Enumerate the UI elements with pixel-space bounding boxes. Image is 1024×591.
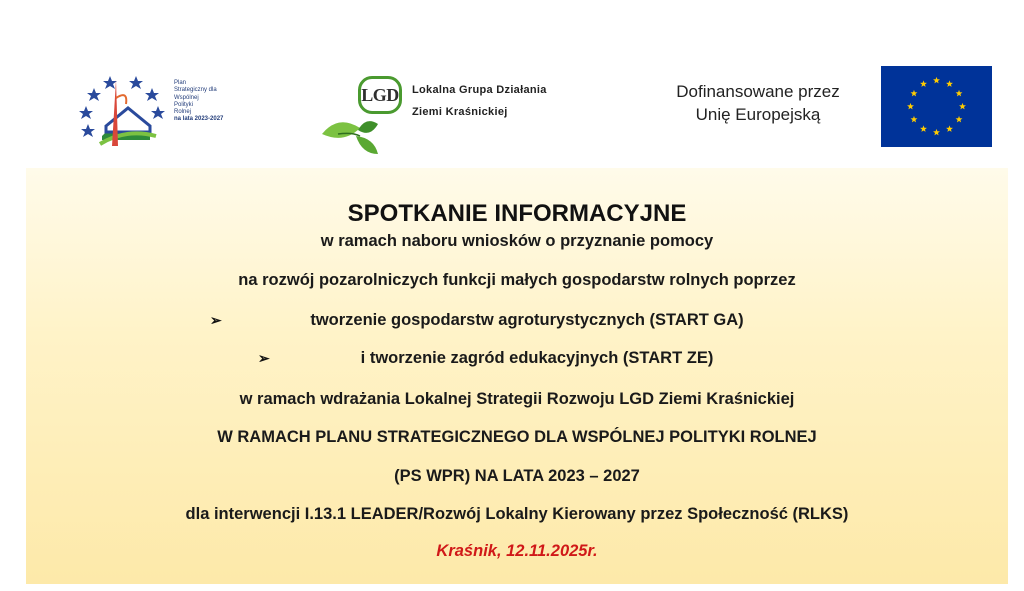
psp-text-line: Polityki xyxy=(174,101,194,108)
eu-star-icon xyxy=(959,103,966,110)
psp-emblem-icon xyxy=(76,66,172,152)
eu-text-line2: Unię Europejską xyxy=(695,105,821,124)
psp-logo xyxy=(76,66,246,152)
eu-star-icon xyxy=(911,116,918,123)
eu-star-icon xyxy=(907,103,914,110)
lgd-badge xyxy=(358,76,402,114)
plan-line: W RAMACH PLANU STRATEGICZNEGO DLA WSPÓLNEJ POLITYKI ROLNEJ xyxy=(217,428,817,446)
eu-star-icon xyxy=(933,129,940,136)
bullet-item-start-ga: tworzenie gospodarstw agroturystycznych (START GA) xyxy=(310,311,744,329)
eu-star-icon xyxy=(920,125,927,132)
lgd-logo xyxy=(316,70,576,162)
eu-flag-icon xyxy=(881,66,992,147)
bullet-arrow-icon: ➢ xyxy=(210,312,222,328)
psp-text-line: Rolnej xyxy=(174,109,192,116)
place-date: Kraśnik, 12.11.2025r. xyxy=(436,542,598,560)
eu-star-icon xyxy=(933,77,940,84)
eu-cofinancing-text xyxy=(648,80,868,126)
plan-years-line: (PS WPR) NA LATA 2023 – 2027 xyxy=(394,467,640,485)
psp-text-line: Strategiczny dla xyxy=(174,87,217,94)
lgd-name-line2: Ziemi Kraśnickiej xyxy=(412,106,508,118)
eu-star-icon xyxy=(946,80,953,87)
bullet-arrow-icon: ➢ xyxy=(258,350,270,366)
eu-text-line1: Dofinansowane przez xyxy=(676,82,840,101)
eu-star-icon xyxy=(946,125,953,132)
strategy-line: w ramach wdrażania Lokalnej Strategii Rozwoju LGD Ziemi Kraśnickiej xyxy=(239,390,795,408)
lgd-name-line1: Lokalna Grupa Działania xyxy=(412,84,547,96)
eu-star-icon xyxy=(956,116,963,123)
lgd-name xyxy=(412,79,547,123)
eu-stars-icon xyxy=(881,66,992,147)
eu-star-icon xyxy=(956,90,963,97)
leaves-icon xyxy=(316,110,412,162)
announcement-panel xyxy=(26,168,1008,584)
logo-bar xyxy=(0,0,1024,168)
page-title: SPOTKANIE INFORMACYJNE xyxy=(347,200,687,227)
psp-text-line: na lata 2023-2027 xyxy=(174,116,224,123)
bullet-item-start-ze: i tworzenie zagród edukacyjnych (START ZE) xyxy=(360,349,714,367)
subtitle-line: w ramach naboru wniosków o przyznanie pomocy xyxy=(320,232,714,250)
intervention-line: dla interwencji I.13.1 LEADER/Rozwój Lokalny Kierowany przez Społeczność (RLKS) xyxy=(185,505,849,523)
psp-text-line: Plan xyxy=(174,80,187,86)
eu-star-icon xyxy=(920,80,927,87)
psp-logo-text xyxy=(174,80,223,124)
description-line: na rozwój pozarolniczych funkcji małych gospodarstw rolnych poprzez xyxy=(238,271,796,289)
eu-star-icon xyxy=(911,90,918,97)
lgd-badge-text: LGD xyxy=(361,85,399,105)
psp-text-line: Wspólnej xyxy=(174,94,199,101)
